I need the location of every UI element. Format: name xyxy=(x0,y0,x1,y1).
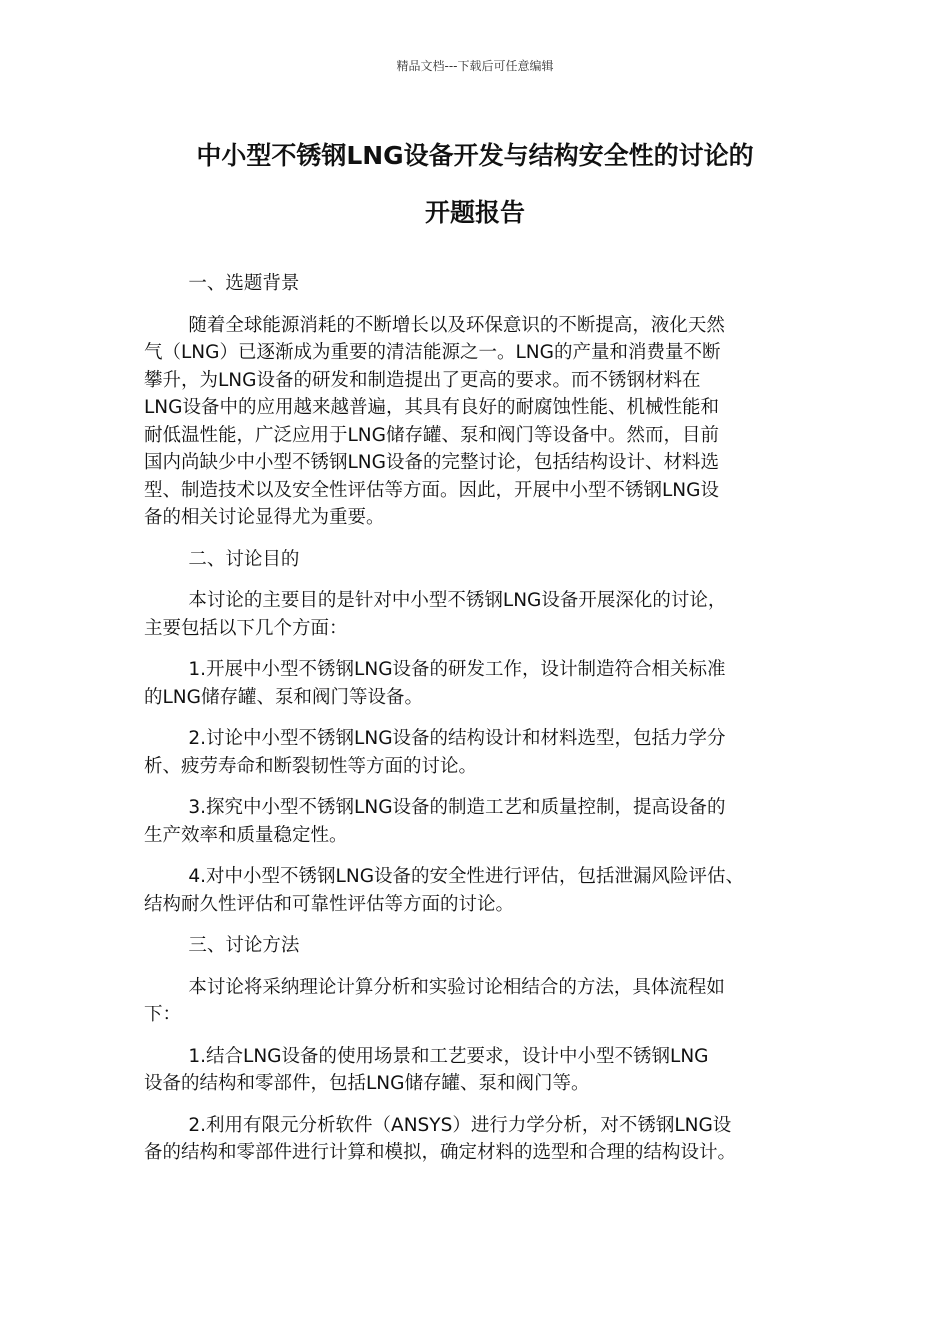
text-line: 备的相关讨论显得尤为重要。 xyxy=(144,507,385,528)
section-heading-method: 三、讨论方法 xyxy=(188,935,300,956)
list-item-purpose-2 xyxy=(144,725,810,780)
document-body xyxy=(144,270,810,1181)
text-line: 本讨论的主要目的是针对中小型不锈钢LNG设备开展深化的讨论， xyxy=(188,590,727,611)
paragraph-background xyxy=(144,312,810,532)
document-title-line1: 中小型不锈钢LNG设备开发与结构安全性的讨论的 xyxy=(196,141,754,170)
text-line: 结构耐久性评估和可靠性评估等方面的讨论。 xyxy=(144,893,515,915)
section-heading-background: 一、选题背景 xyxy=(188,273,300,294)
text-line: 2.讨论中小型不锈钢LNG设备的结构设计和材料选型，包括力学分 xyxy=(188,728,726,749)
document-title-line2: 开题报告 xyxy=(424,198,525,227)
list-item-purpose-1 xyxy=(144,656,810,711)
text-line: 1.开展中小型不锈钢LNG设备的研发工作，设计制造符合相关标准 xyxy=(188,659,726,680)
page-header: 精品文档---下载后可任意编辑 xyxy=(396,59,554,73)
text-line: 耐低温性能，广泛应用于LNG储存罐、泵和阀门等设备中。然而，目前 xyxy=(144,424,719,446)
text-line: 1.结合LNG设备的使用场景和工艺要求，设计中小型不锈钢LNG xyxy=(188,1045,709,1067)
list-item-purpose-3 xyxy=(144,794,810,849)
list-item-method-1 xyxy=(144,1043,810,1098)
text-line: 本讨论将采纳理论计算分析和实验讨论相结合的方法，具体流程如 xyxy=(188,976,725,998)
list-item-purpose-4 xyxy=(144,863,810,918)
text-line: 下： xyxy=(144,1004,182,1025)
text-line: 备的结构和零部件进行计算和模拟，确定材料的选型和合理的结构设计。 xyxy=(144,1142,737,1163)
text-line: 设备的结构和零部件，包括LNG储存罐、泵和阀门等。 xyxy=(144,1073,590,1094)
text-line: 生产效率和质量稳定性。 xyxy=(144,824,348,846)
text-line: 3.探究中小型不锈钢LNG设备的制造工艺和质量控制，提高设备的 xyxy=(188,797,726,818)
text-line: 随着全球能源消耗的不断增长以及环保意识的不断提高，液化天然 xyxy=(188,314,725,336)
paragraph-method-intro xyxy=(144,974,810,1029)
section-heading-purpose: 二、讨论目的 xyxy=(188,548,300,570)
list-item-method-2 xyxy=(144,1112,810,1167)
text-line: 主要包括以下几个方面： xyxy=(144,617,348,639)
text-line: 气（LNG）已逐渐成为重要的清洁能源之一。LNG的产量和消费量不断 xyxy=(144,342,721,363)
text-line: 攀升，为LNG设备的研发和制造提出了更高的要求。而不锈钢材料在 xyxy=(144,369,701,391)
text-line: 2.利用有限元分析软件（ANSYS）进行力学分析，对不锈钢LNG设 xyxy=(188,1114,732,1136)
text-line: LNG设备中的应用越来越普遍，其具有良好的耐腐蚀性能、机械性能和 xyxy=(144,397,719,418)
text-line: 析、疲劳寿命和断裂韧性等方面的讨论。 xyxy=(144,755,478,777)
text-line: 的LNG储存罐、泵和阀门等设备。 xyxy=(144,686,423,708)
text-line: 型、制造技术以及安全性评估等方面。因此，开展中小型不锈钢LNG设 xyxy=(144,479,719,501)
paragraph-purpose-intro xyxy=(144,587,810,642)
text-line: 国内尚缺少中小型不锈钢LNG设备的完整讨论，包括结构设计、材料选 xyxy=(144,452,719,473)
text-line: 4.对中小型不锈钢LNG设备的安全性进行评估，包括泄漏风险评估、 xyxy=(188,866,745,887)
